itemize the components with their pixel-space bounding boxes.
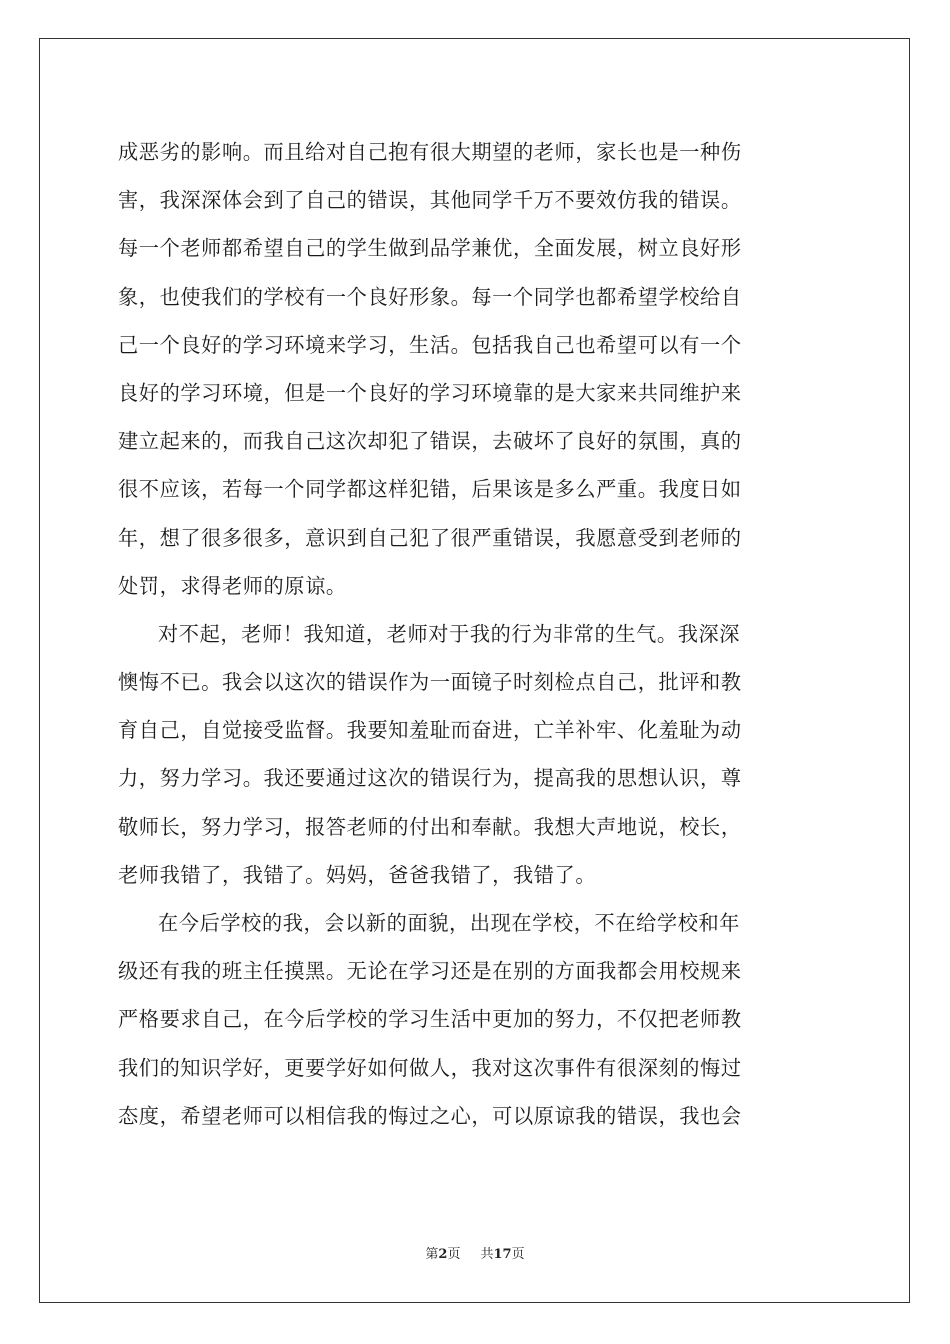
document-body (118, 128, 834, 1140)
total-suffix: 页 (511, 1247, 525, 1262)
text-line: 敬师长，努力学习，报答老师的付出和奉献。我想大声地说，校长， (118, 814, 742, 839)
text-line: 处罚，求得老师的原谅。 (118, 573, 347, 598)
page-number: 2 (438, 1247, 448, 1262)
text-line: 育自己，自觉接受监督。我要知羞耻而奋进，亡羊补牢、化羞耻为动 (118, 718, 742, 743)
text-line: 成恶劣的影响。而且给对自己抱有很大期望的老师，家长也是一种伤 (118, 140, 742, 164)
text-line: 良好的学习环境，但是一个良好的学习环境靠的是大家来共同维护来 (118, 380, 742, 405)
text-line: 每一个老师都希望自己的学生做到品学兼优，全面发展，树立良好形 (118, 236, 742, 261)
text-line: 级还有我的班主任摸黑。无论在学习还是在别的方面我都会用校规来 (118, 959, 742, 984)
page-prefix: 第 (425, 1247, 439, 1262)
text-line: 年，想了很多很多，意识到自己犯了很严重错误，我愿意受到老师的 (118, 525, 742, 550)
text-line: 己一个良好的学习环境来学习，生活。包括我自己也希望可以有一个 (118, 332, 742, 357)
total-prefix: 共 (480, 1247, 494, 1262)
text-line: 懊悔不已。我会以这次的错误作为一面镜子时刻检点自己，批评和教 (118, 670, 742, 695)
text-line: 我们的知识学好，更要学好如何做人，我对这次事件有很深刻的悔过 (118, 1055, 742, 1080)
text-line: 象，也使我们的学校有一个良好形象。每一个同学也都希望学校给自 (118, 284, 742, 309)
text-line: 老师我错了，我错了。妈妈，爸爸我错了，我错了。 (118, 862, 597, 887)
text-line: 严格要求自己，在今后学校的学习生活中更加的努力，不仅把老师教 (118, 1007, 742, 1032)
page-footer (0, 1246, 950, 1264)
text-line: 害，我深深体会到了自己的错误，其他同学千万不要效仿我的错误。 (118, 188, 742, 213)
total-pages: 17 (493, 1247, 512, 1262)
paragraph-start-line: 在今后学校的我，会以新的面貌，出现在学校，不在给学校和年 (158, 911, 741, 935)
page-suffix: 页 (447, 1247, 461, 1262)
text-line: 建立起来的，而我自己这次却犯了错误，去破坏了良好的氛围，真的 (118, 429, 742, 454)
text-line: 很不应该，若每一个同学都这样犯错，后果该是多么严重。我度日如 (118, 477, 742, 502)
text-line: 力，努力学习。我还要通过这次的错误行为，提高我的思想认识，尊 (118, 766, 742, 791)
text-line: 态度，希望老师可以相信我的悔过之心，可以原谅我的错误，我也会 (118, 1103, 742, 1128)
paragraph-start-line: 对不起，老师！我知道，老师对于我的行为非常的生气。我深深 (158, 621, 741, 646)
